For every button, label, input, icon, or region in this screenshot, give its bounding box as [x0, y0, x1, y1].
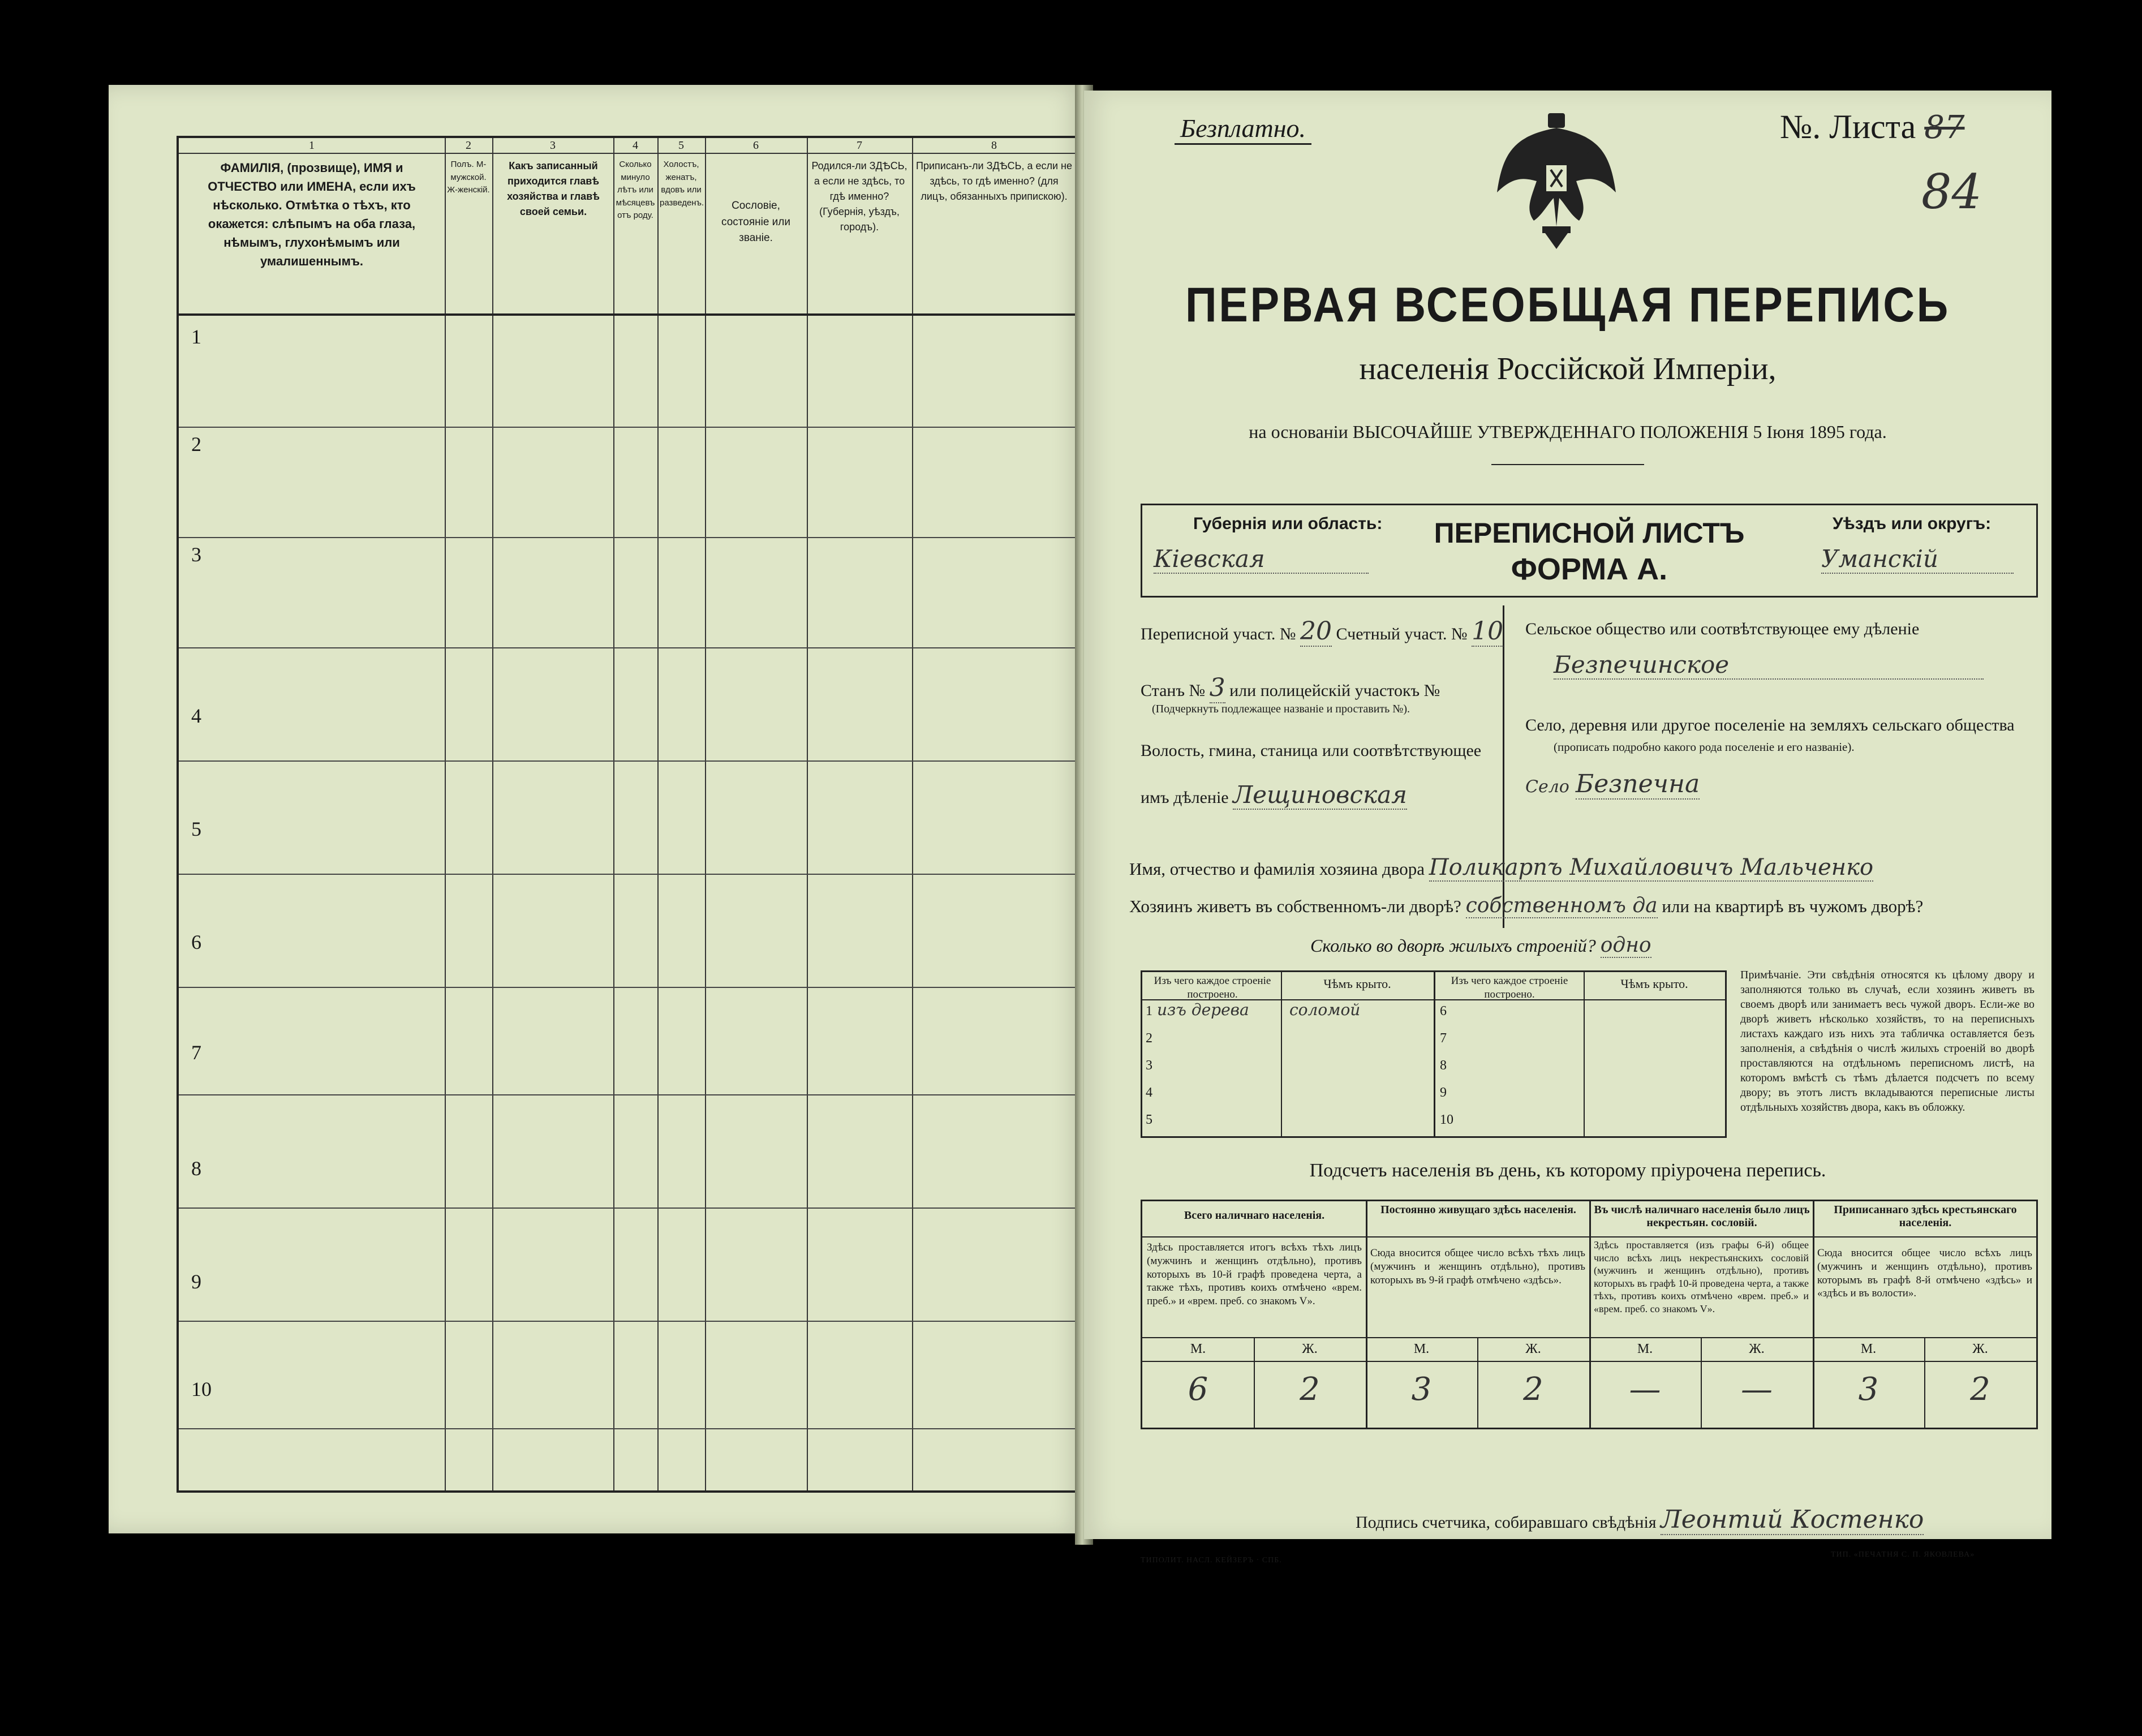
- uezd-label: Уѣздъ или округъ:: [1833, 514, 1992, 533]
- bld-row-num: 5: [1146, 1112, 1152, 1127]
- column-number-row: [179, 138, 1078, 154]
- col-header-registered: Приписанъ-ли ЗДѢСЬ, а если не здѣсь, то гдѣ именно? (для лицъ, обязанныхъ припискою).: [916, 160, 1072, 202]
- f-label: Ж.: [1302, 1342, 1318, 1356]
- bld-head-material: Изъ чего каждое строеніе построено.: [1451, 975, 1568, 1000]
- count-head-permanent: Постоянно живущаго здѣсь населенія.: [1380, 1204, 1576, 1216]
- row-number: 3: [191, 543, 201, 566]
- legal-basis: на основаніи ВЫСОЧАЙШЕ УТВЕРЖДЕННАГО ПОЛОЖЕНІЯ 5 Іюня 1895 года.: [1249, 422, 1887, 442]
- volost-value: Лещиновская: [1233, 781, 1407, 809]
- count-head-nonpeasant: Въ числѣ наличнаго населенія было лицъ некрестьян. сословій.: [1594, 1204, 1810, 1229]
- row-number: 9: [191, 1270, 201, 1293]
- lives-field: Хозяинъ живетъ въ собственномъ-ли дворѣ? собственномъ да или на квартирѣ въ чужомъ дворѣ?: [1129, 894, 1924, 917]
- count-desc-nonpeasant: Здѣсь проставляется (изъ графы 6-й) общее число всѣхъ лицъ некрестьянскихъ сословій (мужчинъ и женщинъ отдѣльно), противъ которыхъ въ графѣ 10-й проведена черта, а также тѣхъ, противъ коихъ отмѣчено «врем. преб.» и «врем. преб. со знакомъ V».: [1594, 1239, 1809, 1314]
- count-permanent-m: 3: [1411, 1371, 1432, 1408]
- selo-note: (прописать подробно какого рода поселеніе и его названіе).: [1554, 740, 1855, 754]
- double-headed-eagle-icon: [1491, 113, 1621, 249]
- count-desc-registered: Сюда вносится общее число всѣхъ лицъ (мужчинъ и женщинъ отдѣльно), противъ которымъ въ графѣ 8-й отмѣчено «здѣсь» и «здѣсь и въ волости».: [1817, 1247, 2032, 1300]
- count-permanent-f: 2: [1523, 1371, 1543, 1408]
- count-desc-permanent: Сюда вносится общее число всѣхъ тѣхъ лицъ (мужчинъ и женщинъ отдѣльно), противъ которыхъ въ 9-й графѣ отмѣчено «здѣсь».: [1370, 1247, 1585, 1286]
- bld-row1-material: изъ дерева: [1157, 1000, 1249, 1019]
- column-number: 6: [753, 139, 759, 152]
- column-number: 3: [550, 139, 556, 152]
- bld-row-num: 9: [1440, 1085, 1447, 1100]
- count-total-f: 2: [1300, 1371, 1320, 1408]
- row-number: 5: [191, 818, 201, 840]
- signature-field: Подпись счетчика, собиравшаго свѣдѣнія Леонтий Костенко: [1356, 1505, 1924, 1534]
- bld-row-num: 4: [1146, 1085, 1152, 1100]
- bld-row-num: 1: [1146, 1004, 1152, 1019]
- col-header-birthplace: Родился-ли ЗДѢСЬ, а если не здѣсь, то гдѣ именно? (Губернія, уѣздъ, городъ).: [811, 160, 907, 233]
- column-number: 5: [678, 139, 684, 152]
- f-label: Ж.: [1749, 1342, 1765, 1356]
- population-count-table: [1141, 1200, 2038, 1429]
- column-number: 8: [991, 139, 997, 152]
- col-header-relation: Какъ записанный приходится главѣ хозяйства и главѣ своей семьи.: [507, 160, 600, 217]
- column-number: 7: [857, 139, 862, 152]
- printer-left: ТИПОЛИТ. НАСЛ. КЕЙЗЕРЪ · СПБ.: [1141, 1556, 1282, 1565]
- bld-head-roof: Чѣмъ крыто.: [1323, 977, 1391, 991]
- row-number: 8: [191, 1157, 201, 1180]
- selskoe-value: Безпечинское: [1554, 651, 1984, 680]
- row-number: 7: [191, 1041, 201, 1064]
- count-nonpeasant-m: —: [1629, 1371, 1661, 1408]
- count-desc-total: Здѣсь проставляется итогъ всѣхъ тѣхъ лицъ (мужчинъ и женщинъ отдѣльно), противъ которыхъ въ 10-й графѣ проведена черта, а также тѣхъ, противъ коихъ отмѣчено «врем. преб.» и «врем. преб. со знакомъ V».: [1147, 1241, 1362, 1307]
- buildings-note: Примѣчаніе. Эти свѣдѣнія относятся къ цѣлому двору и заполняются только въ случаѣ, если хозяинъ живетъ въ своемъ дворѣ или занимаетъ весь чужой дворъ. Если-же во дворѣ живетъ нѣсколько хозяйствъ, то на переписныхъ листахъ каждаго изъ нихъ эта табличка оставляется безъ заполненія, а свѣдѣнія о числѣ жилыхъ строеній во дворѣ проставляются на отдѣльномъ переписномъ листѣ, на которомъ вмѣстѣ съ тѣмъ дѣлается подсчетъ по всему двору; въ этотъ листъ вкладываются переписные листы отдѣльныхъ хозяйствъ двора, какъ въ обложку.: [1740, 969, 2035, 1114]
- stan-field: Станъ № 3 или полицейскій участокъ №: [1141, 673, 1440, 702]
- uchastok-field: Переписной участ. № 20 Счетный участ. № 10: [1141, 617, 1504, 646]
- form-title-sheet: ПЕРЕПИСНОЙ ЛИСТЪ: [1434, 517, 1745, 549]
- buildings-table: [1141, 970, 1727, 1138]
- column-number: 4: [633, 139, 638, 152]
- schetny-value: 10: [1472, 617, 1504, 646]
- col-header-estate: Сословіе, состояніе или званіе.: [721, 200, 790, 244]
- ornament-divider: [1491, 464, 1644, 465]
- col-header-age: Сколько минуло лѣтъ или мѣсяцевъ отъ роду.: [616, 160, 655, 220]
- m-label: М.: [1413, 1342, 1430, 1356]
- row-number: 1: [191, 325, 201, 348]
- stan-value: 3: [1209, 673, 1225, 702]
- selo-label: Село, деревня или другое поселеніе на земляхъ сельскаго общества: [1525, 716, 2015, 734]
- underline-note: (Подчеркнуть подлежащее названіе и проставить №).: [1152, 703, 1410, 715]
- bld-row-num: 3: [1146, 1058, 1152, 1073]
- page-title: ПЕРВАЯ ВСЕОБЩАЯ ПЕРЕПИСЬ: [1185, 278, 1950, 332]
- selo-field: Село Безпечна: [1525, 770, 1700, 798]
- selskoe-label: Сельское общество или соотвѣтствующее ему дѣленіе: [1525, 620, 1920, 638]
- sheet-number-label: №. Листа 87: [1780, 108, 1965, 146]
- volost-label: Волость, гмина, станица или соотвѣтствующее: [1141, 741, 1482, 760]
- left-page: [109, 85, 1084, 1533]
- sheet-number-old: 87: [1924, 109, 1965, 146]
- col-header-name: ФАМИЛІЯ, (прозвище), ИМЯ и ОТЧЕСТВО или ИМЕНА, если ихъ нѣсколько. Отмѣтка о тѣхъ, кто окажется: слѣпымъ на оба глаза, нѣмымъ, глухонѣмымъ или умалишеннымъ.: [208, 161, 416, 268]
- buildings-field: Сколько во дворѣ жилыхъ строеній? одно: [1310, 934, 1651, 957]
- column-number: 1: [309, 139, 315, 152]
- f-label: Ж.: [1972, 1342, 1988, 1356]
- bld-head-material: Изъ чего каждое строеніе построено.: [1154, 975, 1271, 1000]
- bld-row-num: 10: [1440, 1112, 1453, 1127]
- column-number: 2: [466, 139, 471, 152]
- gubernia-value: Кiевская: [1154, 545, 1369, 574]
- region-header-box: [1141, 504, 2038, 598]
- sheet-number-new: 84: [1921, 164, 1982, 220]
- row-number: 2: [191, 433, 201, 456]
- form-title-form: ФОРМА А.: [1511, 552, 1668, 586]
- row-number: 6: [191, 931, 201, 953]
- uchastok-value: 20: [1300, 617, 1332, 646]
- count-nonpeasant-f: —: [1741, 1371, 1773, 1408]
- m-label: М.: [1190, 1342, 1206, 1356]
- census-person-table: [177, 136, 1081, 1493]
- signature-value: Леонтий Костенко: [1661, 1505, 1924, 1534]
- row-number: 4: [191, 704, 201, 727]
- count-registered-m: 3: [1858, 1371, 1879, 1408]
- owner-value: Поликарпъ Михайловичъ Мальченко: [1429, 854, 1874, 880]
- count-head-total: Всего наличнаго населенія.: [1184, 1209, 1325, 1222]
- lives-value: собственномъ да: [1465, 894, 1658, 917]
- buildings-value: одно: [1600, 934, 1651, 957]
- selo-value: Безпечна: [1575, 770, 1700, 798]
- page-subtitle: населенія Россійской Имперіи,: [1359, 351, 1777, 386]
- m-label: М.: [1860, 1342, 1877, 1356]
- gubernia-label: Губернія или область:: [1193, 514, 1383, 533]
- bld-row-num: 8: [1440, 1058, 1447, 1073]
- bld-row-num: 2: [1146, 1031, 1152, 1046]
- bld-row-num: 7: [1440, 1031, 1447, 1046]
- bld-head-roof: Чѣмъ крыто.: [1620, 977, 1688, 991]
- f-label: Ж.: [1525, 1342, 1541, 1356]
- owner-field: Имя, отчество и фамилія хозяина двора Поликарпъ Михайловичъ Мальченко: [1129, 854, 1874, 880]
- bld-row-num: 6: [1440, 1004, 1447, 1019]
- bld-row1-roof: соломой: [1289, 1000, 1361, 1019]
- count-registered-f: 2: [1970, 1371, 1990, 1408]
- count-total-m: 6: [1188, 1371, 1208, 1408]
- row-number: 10: [191, 1378, 212, 1400]
- col-header-marital: Холостъ, женатъ, вдовъ или разведенъ.: [660, 160, 704, 208]
- right-page: [1084, 91, 2051, 1565]
- printer-right: ТИП. «ПЕЧАТНЯ С. П. ЯКОВЛЕВА»: [1831, 1550, 1975, 1559]
- volost-field: имъ дѣленіе Лещиновская: [1141, 781, 1407, 809]
- uezd-value: Уманскiй: [1821, 545, 2014, 574]
- count-head-registered: Приписаннаго здѣсь крестьянскаго населенія.: [1834, 1204, 2017, 1229]
- col-header-sex: Полъ. М-мужской. Ж-женскій.: [447, 160, 490, 195]
- free-label: Безплатно.: [1175, 113, 1311, 145]
- count-title: Подсчетъ населенія въ день, къ которому пріурочена перепись.: [1309, 1160, 1826, 1181]
- m-label: М.: [1637, 1342, 1653, 1356]
